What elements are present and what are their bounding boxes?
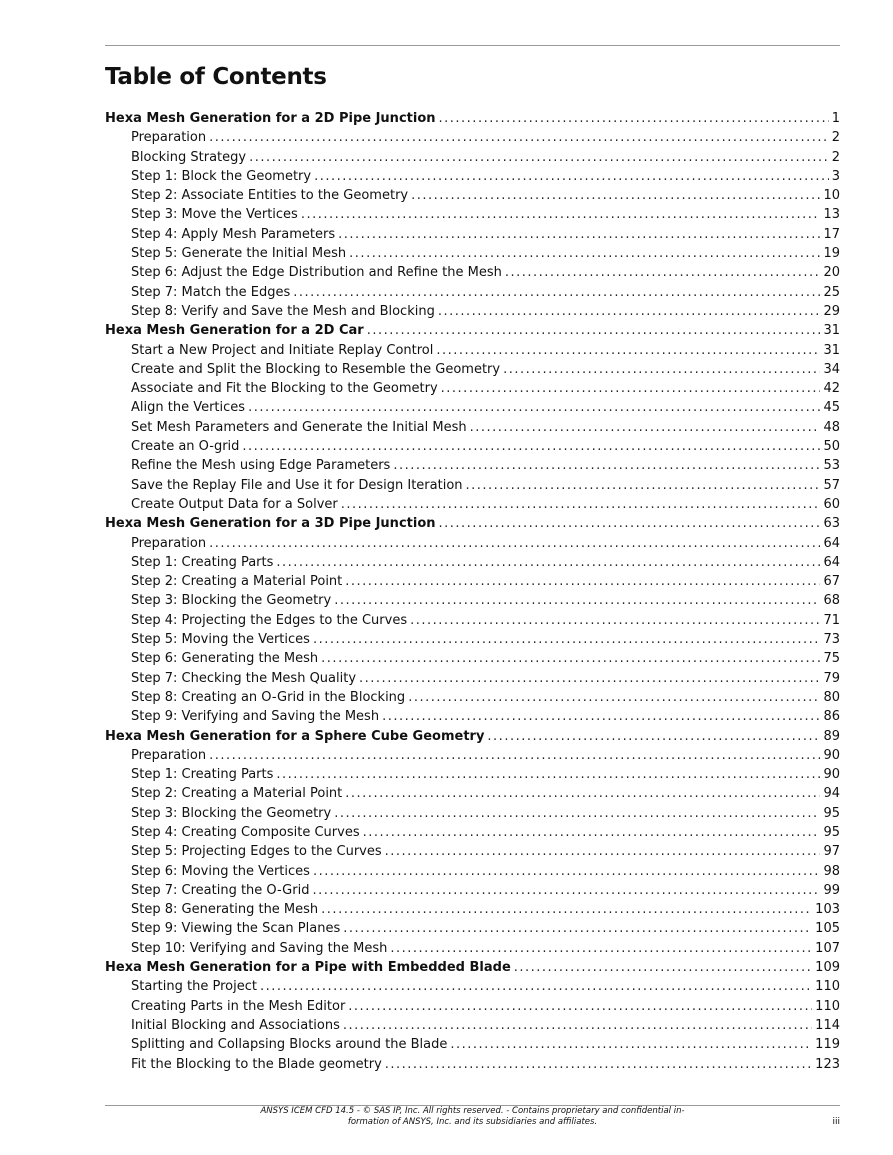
toc-section-link[interactable]: [105, 572, 840, 591]
toc-chapter-link[interactable]: [105, 109, 840, 128]
dot-leader: [505, 263, 821, 282]
dot-leader: [438, 302, 821, 321]
toc-section-link[interactable]: [105, 823, 840, 842]
toc-entry-label: Step 1: Creating Parts: [131, 554, 274, 570]
dot-leader: [338, 225, 820, 244]
toc-section-link[interactable]: [105, 534, 840, 553]
toc-entry-label: Create and Split the Blocking to Resemble the Geometry: [131, 361, 501, 377]
toc-entry-label: Step 7: Checking the Mesh Quality: [131, 670, 357, 686]
toc-entry-label: Step 4: Creating Composite Curves: [131, 824, 360, 840]
toc-entry-page-number: 60: [823, 496, 840, 512]
toc-entry-label: Fit the Blocking to the Blade geometry: [131, 1056, 382, 1072]
dot-leader: [439, 109, 829, 128]
toc-section-link[interactable]: [105, 1016, 840, 1035]
toc-entry-label: Step 10: Verifying and Saving the Mesh: [131, 940, 388, 956]
toc-entry-label: Hexa Mesh Generation for a 3D Pipe Junction: [105, 516, 436, 532]
toc-entry-page-number: 94: [823, 786, 840, 802]
toc-entry-page-number: 71: [823, 612, 840, 628]
dot-leader: [441, 379, 821, 398]
dot-leader: [411, 186, 820, 205]
dot-leader: [345, 784, 820, 803]
toc-entry-label: Step 3: Move the Vertices: [131, 207, 298, 223]
toc-entry-page-number: 48: [823, 419, 840, 435]
toc-section-link[interactable]: [105, 205, 840, 224]
dot-leader: [249, 148, 829, 167]
toc-entry-page-number: 90: [823, 767, 840, 783]
toc-entry-label: Step 6: Adjust the Edge Distribution and Refine the Mesh: [131, 265, 502, 281]
toc-section-link[interactable]: [105, 611, 840, 630]
dot-leader: [487, 727, 820, 746]
header-rule: [105, 45, 840, 46]
toc-entry-page-number: 10: [823, 188, 840, 204]
toc-entry-label: Hexa Mesh Generation for a 2D Car: [105, 323, 364, 339]
toc-entry-label: Step 9: Verifying and Saving the Mesh: [131, 709, 380, 725]
toc-section-link[interactable]: [105, 784, 840, 803]
toc-entry-label: Creating Parts in the Mesh Editor: [131, 998, 346, 1014]
toc-entry-label: Starting the Project: [131, 979, 257, 995]
toc-entry-page-number: 119: [815, 1037, 840, 1053]
toc-entry-label: Hexa Mesh Generation for a Pipe with Embedded Blade: [105, 960, 511, 976]
dot-leader: [276, 765, 820, 784]
toc-entry-label: Step 8: Creating an O-Grid in the Blocking: [131, 689, 406, 705]
dot-leader: [345, 572, 820, 591]
toc-entry-label: Preparation: [131, 130, 207, 146]
toc-section-link[interactable]: [105, 302, 840, 321]
toc-entry-page-number: 31: [823, 323, 840, 339]
toc-section-link[interactable]: [105, 263, 840, 282]
toc-section-link[interactable]: [105, 688, 840, 707]
toc-section-link[interactable]: [105, 495, 840, 514]
toc-section-link[interactable]: [105, 476, 840, 495]
toc-entry-label: Step 3: Blocking the Geometry: [131, 805, 332, 821]
toc-section-link[interactable]: [105, 553, 840, 572]
toc-entry-page-number: 90: [823, 747, 840, 763]
toc-entry-page-number: 63: [823, 516, 840, 532]
toc-section-link[interactable]: [105, 919, 840, 938]
toc-entry-label: Associate and Fit the Blocking to the Geometry: [131, 381, 438, 397]
toc-entry-label: Preparation: [131, 747, 207, 763]
toc-entry-page-number: 97: [823, 844, 840, 860]
dot-leader: [367, 321, 821, 340]
toc-entry-label: Step 5: Moving the Vertices: [131, 632, 310, 648]
toc-entry-page-number: 98: [823, 863, 840, 879]
toc-section-link[interactable]: [105, 379, 840, 398]
toc-section-link[interactable]: [105, 148, 840, 167]
dot-leader: [348, 997, 812, 1016]
dot-leader: [341, 495, 821, 514]
dot-leader: [334, 804, 820, 823]
dot-leader: [410, 611, 820, 630]
toc-entry-page-number: 57: [823, 477, 840, 493]
toc-entry-page-number: 1: [831, 111, 840, 126]
toc-entry-page-number: 68: [823, 593, 840, 609]
toc-entry-page-number: 50: [823, 439, 840, 455]
toc-entry-page-number: 31: [823, 342, 840, 358]
toc-entry-page-number: 17: [823, 226, 840, 242]
dot-leader: [313, 862, 821, 881]
toc-entry-label: Refine the Mesh using Edge Parameters: [131, 458, 391, 474]
toc-entry-page-number: 86: [823, 709, 840, 725]
toc-entry-label: Step 7: Creating the O-Grid: [131, 882, 310, 898]
toc-section-link[interactable]: [105, 765, 840, 784]
toc-section-link[interactable]: [105, 398, 840, 417]
toc-entry-label: Step 3: Blocking the Geometry: [131, 593, 332, 609]
toc-entry-label: Hexa Mesh Generation for a Sphere Cube Geometry: [105, 728, 485, 744]
toc-entry-page-number: 109: [815, 960, 840, 976]
toc-entry-label: Splitting and Collapsing Blocks around the Blade: [131, 1037, 448, 1053]
footer-copyright: [250, 1106, 695, 1128]
toc-entry-label: Step 1: Creating Parts: [131, 767, 274, 783]
toc-section-link[interactable]: [105, 128, 840, 147]
toc-entry-label: Step 8: Verify and Save the Mesh and Blocking: [131, 303, 435, 319]
dot-leader: [439, 514, 821, 533]
toc-entry-label: Step 5: Generate the Initial Mesh: [131, 246, 347, 262]
toc-entry-page-number: 29: [823, 303, 840, 319]
toc-entry-label: Step 1: Block the Geometry: [131, 168, 312, 184]
toc-entry-label: Step 6: Generating the Mesh: [131, 651, 319, 667]
toc-chapter-link[interactable]: [105, 727, 840, 746]
toc-section-link[interactable]: [105, 977, 840, 996]
dot-leader: [242, 437, 820, 456]
toc-entry-label: Step 4: Apply Mesh Parameters: [131, 226, 336, 242]
toc-entry-page-number: 95: [823, 805, 840, 821]
toc-section-link[interactable]: [105, 804, 840, 823]
toc-section-link[interactable]: [105, 283, 840, 302]
toc-entry-label: Align the Vertices: [131, 400, 246, 416]
toc-section-link[interactable]: [105, 900, 840, 919]
toc-entry-page-number: 107: [815, 940, 840, 956]
toc-section-link[interactable]: [105, 707, 840, 726]
toc-entry-page-number: 67: [823, 574, 840, 590]
dot-leader: [343, 1016, 812, 1035]
toc-list: [105, 109, 840, 1074]
dot-leader: [313, 630, 821, 649]
toc-entry-label: Set Mesh Parameters and Generate the Initial Mesh: [131, 419, 467, 435]
toc-chapter-link[interactable]: [105, 514, 840, 533]
toc-entry-label: Step 2: Creating a Material Point: [131, 574, 343, 590]
toc-entry-page-number: 89: [823, 728, 840, 744]
toc-section-link[interactable]: [105, 225, 840, 244]
dot-leader: [343, 919, 812, 938]
dot-leader: [321, 649, 820, 668]
toc-section-link[interactable]: [105, 456, 840, 475]
toc-entry-page-number: 80: [823, 689, 840, 705]
toc-entry-label: Blocking Strategy: [131, 149, 247, 165]
dot-leader: [385, 1055, 812, 1074]
toc-entry-label: Step 2: Associate Entities to the Geometry: [131, 188, 409, 204]
toc-section-link[interactable]: [105, 186, 840, 205]
dot-leader: [209, 746, 820, 765]
toc-entry-label: Step 7: Match the Edges: [131, 284, 291, 300]
toc-entry-page-number: 99: [823, 882, 840, 898]
toc-chapter-link[interactable]: [105, 321, 840, 340]
toc-entry-label: Step 4: Projecting the Edges to the Curves: [131, 612, 408, 628]
toc-entry-page-number: 3: [831, 168, 840, 184]
toc-entry-page-number: 110: [815, 979, 840, 995]
dot-leader: [393, 456, 820, 475]
toc-entry-label: Initial Blocking and Associations: [131, 1017, 340, 1033]
toc-entry-page-number: 25: [823, 284, 840, 300]
toc-entry-page-number: 45: [823, 400, 840, 416]
dot-leader: [466, 476, 821, 495]
toc-entry-page-number: 64: [823, 554, 840, 570]
toc-entry-page-number: 42: [823, 381, 840, 397]
toc-section-link[interactable]: [105, 167, 840, 186]
toc-section-link[interactable]: [105, 341, 840, 360]
dot-leader: [514, 958, 812, 977]
dot-leader: [450, 1035, 812, 1054]
toc-entry-label: Preparation: [131, 535, 207, 551]
toc-section-link[interactable]: [105, 437, 840, 456]
toc-section-link[interactable]: [105, 997, 840, 1016]
dot-leader: [385, 842, 821, 861]
page-number: iii: [832, 1117, 840, 1127]
dot-leader: [209, 128, 829, 147]
toc-section-link[interactable]: [105, 1035, 840, 1054]
dot-leader: [293, 283, 820, 302]
toc-entry-label: Start a New Project and Initiate Replay Control: [131, 342, 434, 358]
toc-entry-label: Hexa Mesh Generation for a 2D Pipe Junction: [105, 111, 436, 126]
dot-leader: [363, 823, 821, 842]
toc-section-link[interactable]: [105, 862, 840, 881]
dot-leader: [503, 360, 820, 379]
toc-chapter-link[interactable]: [105, 958, 840, 977]
toc-entry-page-number: 34: [823, 361, 840, 377]
toc-section-link[interactable]: [105, 630, 840, 649]
dot-leader: [321, 900, 812, 919]
toc-entry-page-number: 95: [823, 824, 840, 840]
toc-entry-page-number: 19: [823, 246, 840, 262]
toc-section-link[interactable]: [105, 669, 840, 688]
dot-leader: [408, 688, 820, 707]
toc-entry-page-number: 103: [815, 902, 840, 918]
toc-section-link[interactable]: [105, 649, 840, 668]
toc-entry-page-number: 114: [815, 1017, 840, 1033]
dot-leader: [260, 977, 812, 996]
footer-copyright-line-2: formation of ANSYS, Inc. and its subsidiaries and affiliates.: [347, 1117, 598, 1127]
toc-entry-label: Step 6: Moving the Vertices: [131, 863, 310, 879]
dot-leader: [390, 939, 812, 958]
dot-leader: [248, 398, 820, 417]
toc-entry-page-number: 79: [823, 670, 840, 686]
toc-entry-label: Step 9: Viewing the Scan Planes: [131, 921, 341, 937]
toc-entry-page-number: 13: [823, 207, 840, 223]
toc-entry-page-number: 64: [823, 535, 840, 551]
toc-entry-label: Create an O-grid: [131, 439, 240, 455]
toc-section-link[interactable]: [105, 1055, 840, 1074]
toc-section-link[interactable]: [105, 939, 840, 958]
toc-entry-page-number: 105: [815, 921, 840, 937]
toc-section-link[interactable]: [105, 591, 840, 610]
toc-entry-label: Create Output Data for a Solver: [131, 496, 338, 512]
dot-leader: [209, 534, 820, 553]
dot-leader: [276, 553, 820, 572]
dot-leader: [359, 669, 820, 688]
toc-section-link[interactable]: [105, 244, 840, 263]
toc-section-link[interactable]: [105, 842, 840, 861]
toc-section-link[interactable]: [105, 360, 840, 379]
footer-copyright-line-1: ANSYS ICEM CFD 14.5 - © SAS IP, Inc. All rights reserved. - Contains proprietary and confidential in-: [260, 1106, 685, 1116]
toc-entry-page-number: 110: [815, 998, 840, 1014]
toc-entry-page-number: 75: [823, 651, 840, 667]
toc-entry-label: Step 2: Creating a Material Point: [131, 786, 343, 802]
toc-entry-label: Step 8: Generating the Mesh: [131, 902, 319, 918]
toc-entry-page-number: 2: [831, 130, 840, 146]
toc-entry-page-number: 123: [815, 1056, 840, 1072]
toc-entry-page-number: 2: [831, 149, 840, 165]
toc-section-link[interactable]: [105, 746, 840, 765]
dot-leader: [334, 591, 820, 610]
dot-leader: [349, 244, 820, 263]
toc-section-link[interactable]: [105, 881, 840, 900]
dot-leader: [301, 205, 821, 224]
toc-section-link[interactable]: [105, 418, 840, 437]
dot-leader: [312, 881, 820, 900]
dot-leader: [382, 707, 820, 726]
toc-entry-page-number: 20: [823, 265, 840, 281]
toc-entry-label: Save the Replay File and Use it for Design Iteration: [131, 477, 463, 493]
toc-entry-page-number: 73: [823, 632, 840, 648]
toc-entry-label: Step 5: Projecting Edges to the Curves: [131, 844, 382, 860]
dot-leader: [436, 341, 820, 360]
page-title: Table of Contents: [105, 64, 327, 90]
dot-leader: [314, 167, 829, 186]
toc-entry-page-number: 53: [823, 458, 840, 474]
dot-leader: [470, 418, 821, 437]
